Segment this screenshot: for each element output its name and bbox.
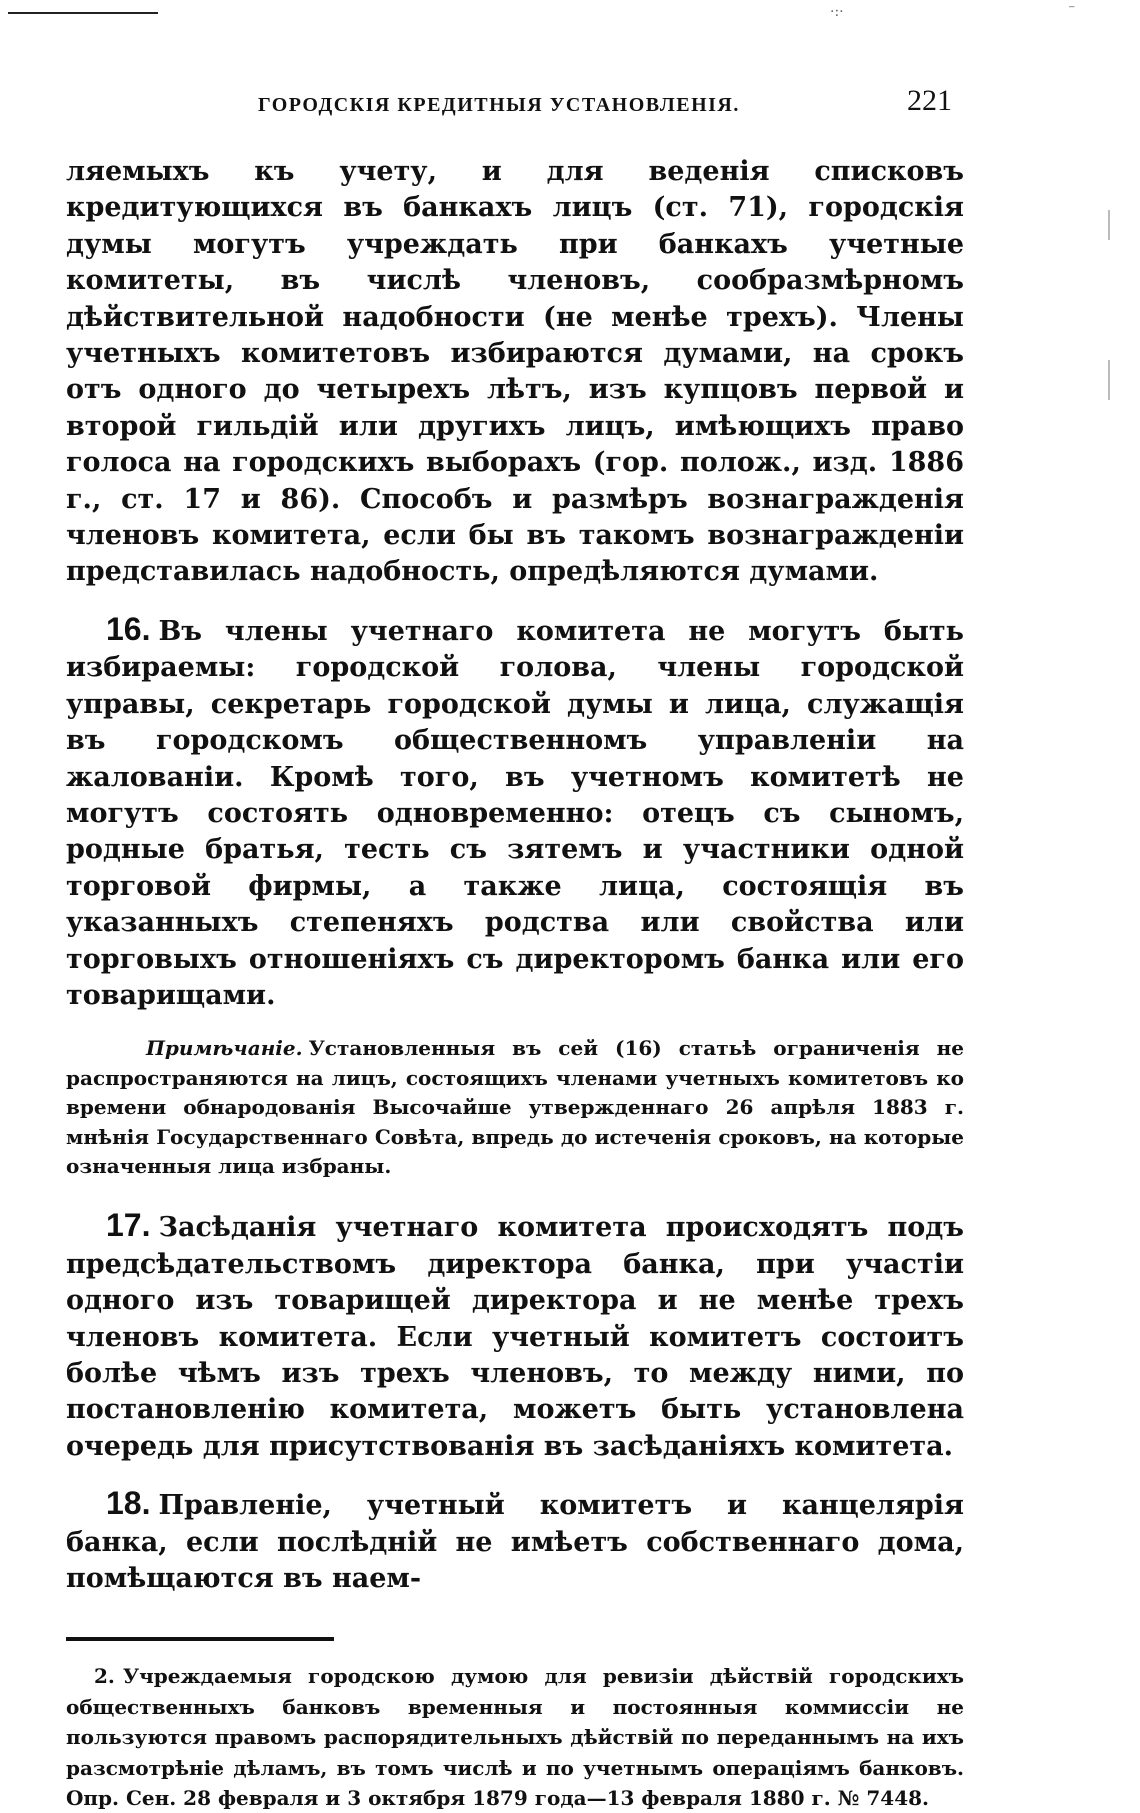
article-16-note — [66, 1034, 964, 1181]
scan-edge-mark — [8, 12, 158, 14]
footnote-number: 2. — [94, 1664, 115, 1689]
article-17 — [66, 1207, 964, 1465]
article-number: 18. — [106, 1485, 151, 1522]
note-label: Примѣчаніе. — [146, 1036, 303, 1061]
article-16 — [66, 611, 964, 1014]
main-text — [66, 154, 964, 1597]
article-text: Засѣданія учетнаго комитета происходятъ подъ предсѣдательствомъ директора банка, при участіи одного изъ товарищей директора и не менѣе трехъ членовъ комитета. Если учетный комитетъ состоитъ болѣе чѣмъ изъ трехъ членовъ, то между ними, по постановленію комитета, можетъ быть установлена очередь для присутствованія въ засѣданіяхъ комитета. — [66, 1212, 964, 1462]
margin-mark — [1108, 360, 1110, 400]
page-number: 221 — [907, 84, 952, 117]
running-header — [66, 84, 964, 124]
article-number: 17. — [106, 1207, 151, 1244]
article-18 — [66, 1485, 964, 1597]
intro-paragraph: ляемыхъ къ учету, и для веденія списковъ кредитующихся въ банкахъ лицъ (ст. 71), городскія думы могутъ учреждать при банкахъ учетные комитеты, въ числѣ членовъ, сообразмѣрномъ дѣйствительной надобности (не менѣе трехъ). Члены учетныхъ комитетовъ избираются думами, на срокъ отъ одного до четырехъ лѣтъ, изъ купцовъ первой и второй гильдій или другихъ лицъ, имѣющихъ право голоса на городскихъ выборахъ (гор. полож., изд. 1886 г., ст. 17 и 86). Способъ и размѣръ вознагражденія членовъ комитета, если бы въ такомъ вознагражденіи представилась надобность, опредѣляются думами. — [66, 156, 964, 588]
scan-speck: ·:· — [830, 4, 844, 20]
document-page — [66, 84, 964, 1813]
footnote-divider — [66, 1637, 334, 1641]
footnote — [66, 1661, 964, 1813]
scan-speck-right: ⁻ — [1068, 2, 1076, 18]
article-number: 16. — [106, 610, 151, 647]
article-text: Въ члены учетнаго комитета не могутъ быть избираемы: городской голова, члены городской управы, секретарь городской думы и лица, служащія въ городскомъ общественномъ управленіи на жалованіи. Кромѣ того, въ учетномъ комитетѣ не могутъ состоять одновременно: отецъ съ сыномъ, родные братья, тесть съ зятемъ и участники одной торговой фирмы, а также лица, состоящія въ указанныхъ степеняхъ родства или свойства или торговыхъ отношеніяхъ съ директоромъ банка или его товарищами. — [66, 615, 964, 1011]
footnote-text: Учреждаемыя городскою думою для ревизіи дѣйствій городскихъ общественныхъ банковъ временныя и постоянныя коммиссіи не пользуются правомъ распорядительныхъ дѣйствій по переданнымъ на ихъ разсмотрѣніе дѣламъ, въ томъ числѣ и по учетнымъ операціямъ банковъ. Опр. Сен. 28 февраля и 3 октября 1879 года—13 февраля 1880 г. № 7448. — [66, 1664, 964, 1811]
note-text: Установленныя въ сей (16) статьѣ ограниченія не распространяются на лицъ, состоящихъ членами учетныхъ комитетовъ ко времени обнародованія Высочайше утвержденнаго 26 апрѣля 1883 г. мнѣнія Государственнаго Совѣта, впредь до истеченія сроковъ, на которые означенныя лица избраны. — [66, 1036, 964, 1178]
running-title: ГОРОДСКІЯ КРЕДИТНЫЯ УСТАНОВЛЕНІЯ. — [258, 94, 740, 116]
margin-mark — [1108, 210, 1110, 240]
article-text: Правленіе, учетный комитетъ и канцелярія банка, если послѣдній не имѣетъ собственнаго дома, помѣщаются въ наем- — [66, 1490, 964, 1595]
